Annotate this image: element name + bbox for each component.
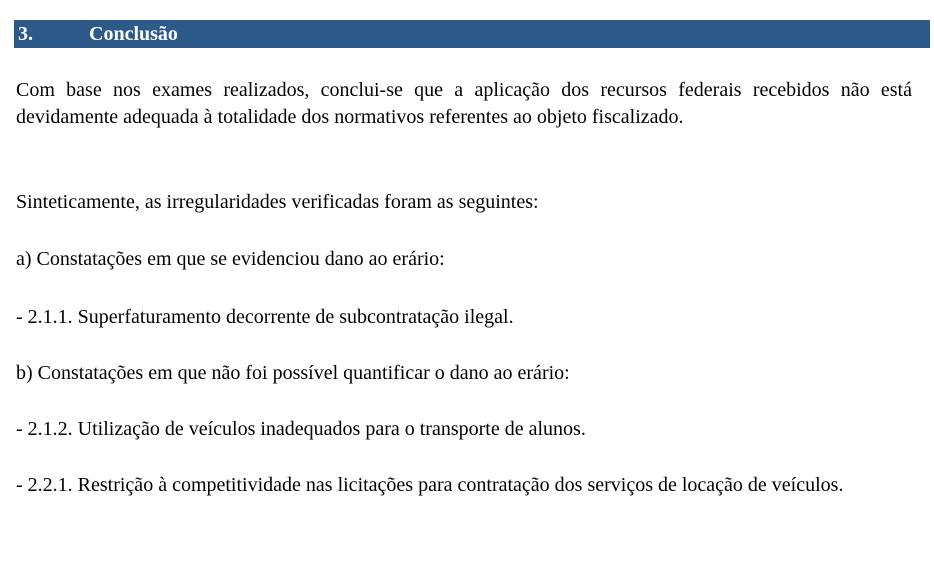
section-header — [14, 20, 930, 48]
intro-paragraph: Com base nos exames realizados, conclui-se que a aplicação dos recursos federais recebidos não está devidamente adequada à totalidade dos normativos referentes ao objeto fiscalizado. — [16, 79, 912, 128]
synthesis-paragraph: Sinteticamente, as irregularidades verificadas foram as seguintes: — [16, 191, 539, 213]
section-title: Conclusão — [89, 23, 178, 45]
finding-2-1-1: - 2.1.1. Superfaturamento decorrente de subcontratação ilegal. — [16, 306, 514, 328]
finding-2-1-2: - 2.1.2. Utilização de veículos inadequados para o transporte de alunos. — [16, 418, 586, 440]
group-a-heading: a) Constatações em que se evidenciou dano ao erário: — [16, 248, 445, 270]
section-number: 3. — [18, 23, 33, 45]
group-b-heading: b) Constatações em que não foi possível quantificar o dano ao erário: — [16, 362, 570, 384]
finding-2-2-1: - 2.2.1. Restrição à competitividade nas licitações para contratação dos serviços de locação de veículos. — [16, 474, 844, 496]
